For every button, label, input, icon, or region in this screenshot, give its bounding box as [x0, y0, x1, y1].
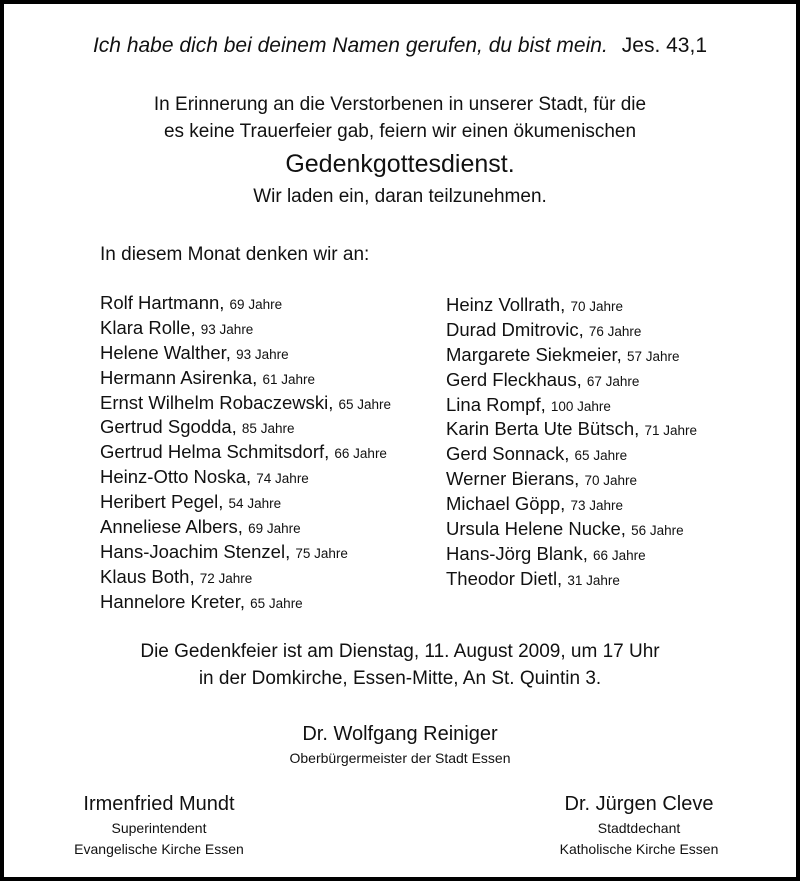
person-name: Heinz Vollrath, — [446, 294, 566, 315]
person-name: Gerd Fleckhaus, — [446, 368, 582, 390]
person-age: 57 Jahre — [626, 348, 680, 364]
signature-role: Oberbürgermeister der Stadt Essen — [289, 750, 511, 766]
person-name: Margarete Siekmeier, — [446, 343, 622, 365]
list-item — [100, 415, 440, 440]
person-name: Michael Göpp, — [446, 493, 566, 515]
list-item — [100, 316, 440, 341]
signature-name: Irmenfried Mundt — [83, 793, 235, 815]
person-name: Heribert Pegel, — [100, 491, 224, 513]
signature-role: Superintendent — [111, 820, 207, 836]
person-name: Gertrud Helma Schmitsdorf, — [100, 441, 330, 463]
list-item — [446, 567, 786, 592]
person-age: 73 Jahre — [570, 498, 623, 514]
person-name: Ernst Wilhelm Robaczewski, — [100, 391, 334, 413]
list-item — [446, 517, 786, 542]
list-item — [100, 366, 440, 391]
intro-line-1: In Erinnerung an die Verstorbenen in unserer Stadt, für die — [153, 94, 647, 115]
person-age: 85 Jahre — [241, 421, 295, 437]
person-age: 66 Jahre — [593, 547, 646, 563]
person-name: Hermann Asirenka, — [100, 366, 258, 388]
person-age: 69 Jahre — [248, 521, 301, 537]
person-name: Gertrud Sgodda, — [100, 416, 237, 438]
signature-name: Dr. Wolfgang Reiniger — [302, 723, 498, 745]
list-item — [100, 515, 440, 540]
person-age: 54 Jahre — [228, 496, 282, 512]
person-age: 65 Jahre — [338, 396, 392, 412]
names-column-left — [100, 291, 440, 615]
person-age: 70 Jahre — [584, 473, 638, 489]
motto-text: Ich habe dich bei deinem Namen gerufen, du bist mein. — [92, 34, 608, 57]
list-item — [446, 393, 786, 418]
person-age: 31 Jahre — [567, 572, 620, 588]
list-item — [100, 391, 440, 416]
person-name: Klara Rolle, — [100, 316, 196, 338]
ceremony-location: in der Domkirche, Essen-Mitte, An St. Quintin 3. — [198, 668, 602, 689]
list-item — [446, 343, 786, 368]
person-name: Hannelore Kreter, — [100, 590, 246, 612]
list-item — [446, 318, 786, 343]
person-name: Hans-Joachim Stenzel, — [100, 540, 291, 562]
person-name: Durad Dmitrovic, — [446, 318, 584, 340]
person-name: Heinz-Otto Noska, — [100, 466, 252, 488]
motto-reference: Jes. 43,1 — [621, 34, 708, 57]
list-item — [100, 465, 440, 490]
person-age: 75 Jahre — [295, 545, 348, 561]
month-label: In diesem Monat denken wir an: — [100, 244, 370, 265]
list-item — [100, 341, 440, 366]
person-age: 65 Jahre — [250, 595, 303, 611]
bible-motto — [4, 34, 796, 58]
signature-superintendent — [54, 790, 264, 860]
person-age: 70 Jahre — [570, 299, 623, 314]
person-age: 65 Jahre — [574, 448, 628, 464]
person-age: 69 Jahre — [229, 297, 283, 312]
person-age: 100 Jahre — [550, 398, 611, 414]
person-name: Theodor Dietl, — [446, 567, 563, 589]
person-name: Klaus Both, — [100, 565, 195, 587]
person-name: Rolf Hartmann, — [100, 292, 225, 313]
signature-mayor — [4, 720, 796, 769]
signature-organization: Evangelische Kirche Essen — [74, 841, 244, 857]
person-age: 76 Jahre — [588, 323, 642, 339]
person-name: Karin Berta Ute Bütsch, — [446, 418, 640, 440]
intro-block — [4, 91, 796, 210]
person-name: Hans-Jörg Blank, — [446, 542, 588, 564]
list-item — [446, 368, 786, 393]
person-name: Ursula Helene Nucke, — [446, 518, 626, 540]
person-name: Helene Walther, — [100, 341, 231, 363]
list-item — [100, 291, 440, 316]
list-item — [100, 440, 440, 465]
signature-organization: Katholische Kirche Essen — [559, 841, 719, 857]
list-item — [446, 293, 786, 318]
headline: Gedenkgottesdienst. — [285, 150, 515, 178]
list-item — [446, 542, 786, 567]
person-age: 74 Jahre — [256, 471, 309, 487]
signature-dean — [534, 790, 744, 860]
person-age: 93 Jahre — [200, 321, 254, 337]
person-age: 67 Jahre — [586, 373, 640, 389]
names-column-right — [446, 293, 786, 592]
list-item — [100, 565, 440, 590]
signature-role: Stadtdechant — [597, 820, 681, 836]
list-item — [100, 490, 440, 515]
person-age: 61 Jahre — [262, 371, 316, 387]
list-item — [446, 417, 786, 442]
list-item — [100, 590, 440, 615]
ceremony-info — [4, 638, 796, 692]
person-name: Lina Rompf, — [446, 393, 546, 415]
list-item — [100, 540, 440, 565]
person-age: 66 Jahre — [334, 446, 387, 462]
list-item — [446, 492, 786, 517]
list-item — [446, 467, 786, 492]
invitation: Wir laden ein, daran teilzunehmen. — [253, 186, 547, 207]
person-age: 56 Jahre — [631, 523, 684, 539]
person-name: Anneliese Albers, — [100, 516, 243, 538]
person-name: Gerd Sonnack, — [446, 443, 570, 465]
intro-line-2: es keine Trauerfeier gab, feiern wir einen ökumenischen — [163, 121, 637, 142]
person-age: 71 Jahre — [644, 423, 697, 439]
ceremony-date: Die Gedenkfeier ist am Dienstag, 11. August 2009, um 17 Uhr — [140, 641, 660, 662]
person-age: 72 Jahre — [199, 570, 253, 586]
list-item — [446, 442, 786, 467]
person-age: 93 Jahre — [236, 346, 289, 362]
signature-name: Dr. Jürgen Cleve — [564, 793, 714, 815]
person-name: Werner Bierans, — [446, 468, 580, 490]
